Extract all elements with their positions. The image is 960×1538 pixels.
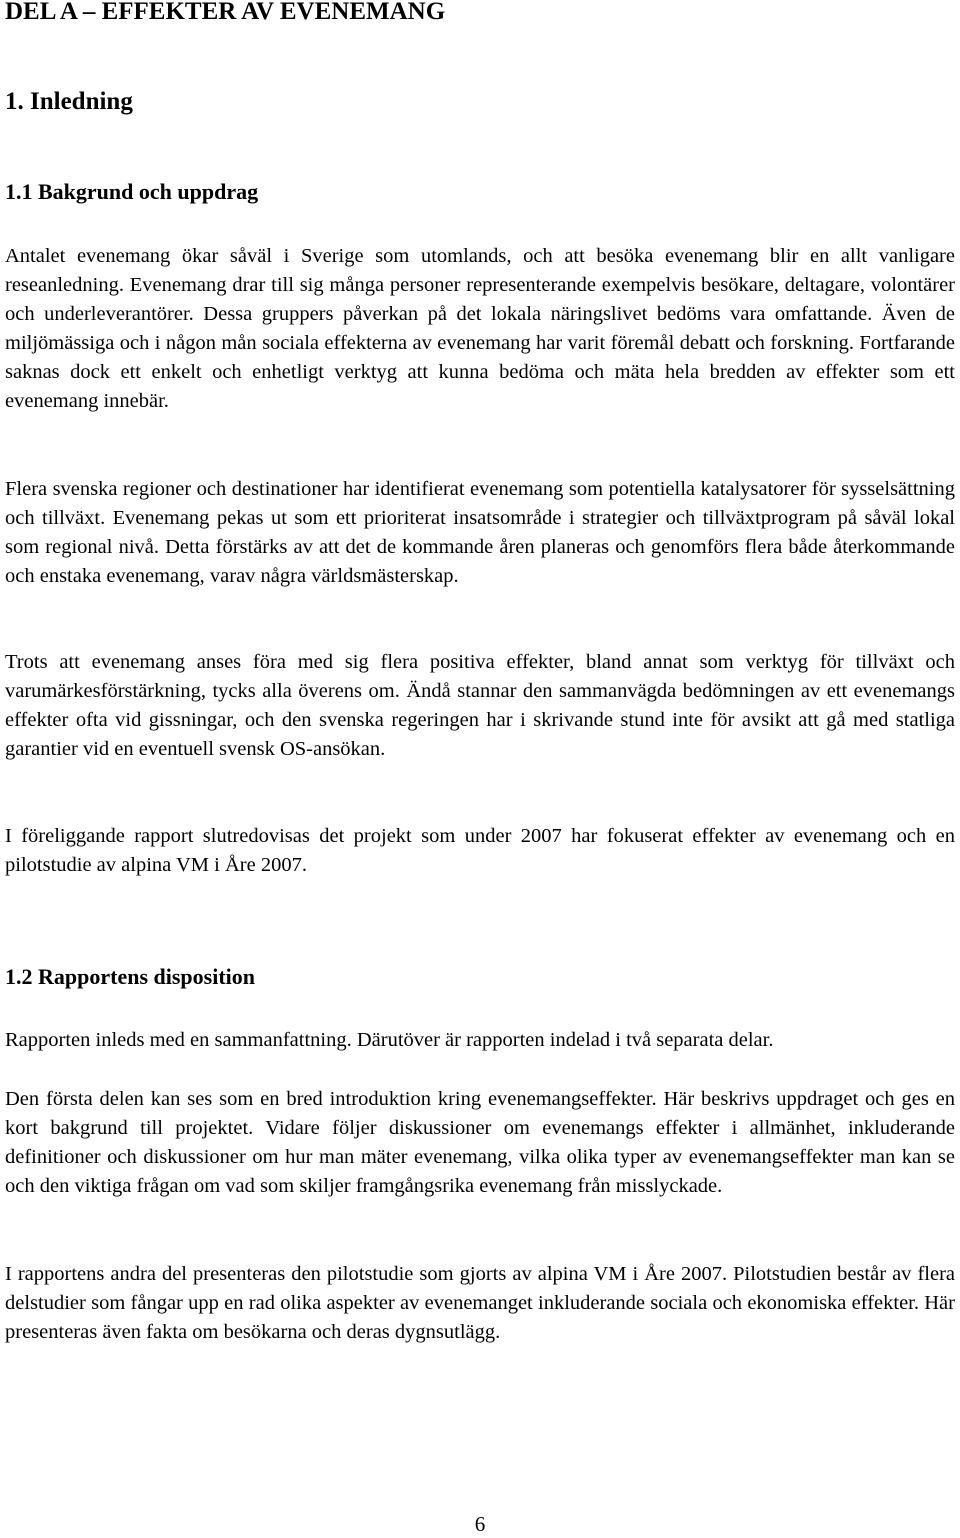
page-number: 6 bbox=[474, 1512, 486, 1536]
chapter-heading: 1. Inledning bbox=[5, 88, 133, 115]
section-heading-1-2: 1.2 Rapportens disposition bbox=[5, 964, 256, 989]
paragraph: I föreliggande rapport slutredovisas det projekt som under 2007 har fokuserat effekter av evenemang och en pilotstudie av alpina VM i Åre 2007. bbox=[5, 825, 955, 876]
paragraph: Antalet evenemang ökar såväl i Sverige som utomlands, och att besöka evenemang blir en allt vanligare reseanledning. Evenemang drar till sig många personer representerande exempelvis besökare, deltagare, volontärer och underleverantörer. Dessa gruppers påverkan på det lokala näringslivet bedöms vara omfattande. Även de miljömässiga och i någon mån sociala effekterna av evenemang har varit föremål debatt och forskning. Fortfarande saknas dock ett enkelt och enhetligt verktyg att kunna bedöma och mäta hela bredden av effekter som ett evenemang innebär. bbox=[5, 245, 955, 412]
part-title: DEL A – EFFEKTER AV EVENEMANG bbox=[5, 0, 446, 25]
paragraph: Trots att evenemang anses föra med sig flera positiva effekter, bland annat som verktyg för tillväxt och varumärkesförstärkning, tycks alla överens om. Ändå stannar den sammanvägda bedömningen av ett evenemangs effekter ofta vid gissningar, och den svenska regeringen har i skrivande stund inte för avsikt att gå med statliga garantier vid en eventuell svensk OS-ansökan. bbox=[5, 651, 955, 760]
paragraph: Rapporten inleds med en sammanfattning. Därutöver är rapporten indelad i två separata delar. bbox=[5, 1029, 774, 1051]
paragraph: I rapportens andra del presenteras den pilotstudie som gjorts av alpina VM i Åre 2007. Pilotstudien består av flera delstudier som fångar upp en rad olika aspekter av evenemanget inkluderande sociala och ekonomiska effekter. Här presenteras även fakta om besökarna och deras dygnsutlägg. bbox=[5, 1263, 955, 1343]
paragraph: Den första delen kan ses som en bred introduktion kring evenemangseffekter. Här beskrivs uppdraget och ges en kort bakgrund till projektet. Vidare följer diskussioner om evenemangs effekter i allmänhet, inkluderande definitioner och diskussioner om hur man mäter evenemang, vilka olika typer av evenemangseffekter man kan se och den viktiga frågan om vad som skiljer framgångsrika evenemang från misslyckade. bbox=[5, 1088, 955, 1197]
paragraph: Flera svenska regioner och destinationer har identifierat evenemang som potentiella katalysatorer för sysselsättning och tillväxt. Evenemang pekas ut som ett prioriterat insatsområde i strategier och tillväxtprogram på såväl lokal som regional nivå. Detta förstärks av att det de kommande åren planeras och genomförs flera både återkommande och enstaka evenemang, varav några världsmästerskap. bbox=[5, 478, 955, 587]
section-heading-1-1: 1.1 Bakgrund och uppdrag bbox=[5, 179, 259, 204]
